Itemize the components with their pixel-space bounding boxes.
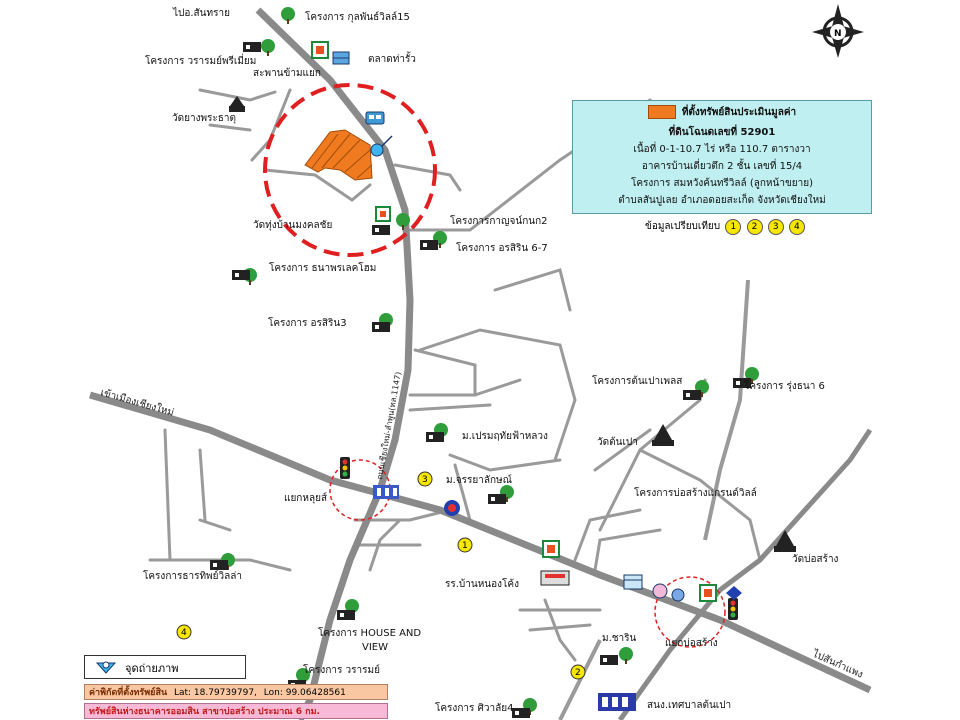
place-label: แยกหลุยส์ — [284, 493, 328, 504]
place-label: ม.เปรมฤทัยฟ้าหลวง — [462, 431, 548, 442]
place-label: โครงการธารทิพย์วิลล่า — [143, 571, 242, 582]
place-label: โครงการ รุ่งธนา 6 — [744, 381, 825, 392]
place-label: ม.ชาริน — [602, 633, 637, 644]
temple-icon — [652, 424, 674, 446]
coord-label: ค่าพิกัดที่ตั้งทรัพย์สิน — [89, 688, 168, 698]
camera-point-icon — [93, 657, 123, 677]
place-label: โครงการ อรสิริน 6-7 — [456, 243, 548, 254]
house-icon — [372, 322, 390, 332]
place-label: โครงการ HOUSE AND — [318, 628, 422, 639]
comparison-number[interactable]: 1 — [725, 219, 741, 235]
comparison-marker-label: 1 — [462, 541, 468, 551]
compass-north-label: N — [834, 29, 842, 39]
place-label: แยกบ่อสร้าง — [665, 638, 718, 649]
government-office-icon — [598, 693, 636, 711]
property-swatch-icon — [648, 105, 676, 119]
coordinates-bar — [84, 684, 388, 700]
comparison-label: ข้อมูลเปรียบเทียบ — [645, 221, 721, 232]
school-icon — [541, 571, 569, 585]
place-label: วัดต้นเปา — [597, 437, 638, 448]
house-icon — [600, 655, 618, 665]
convenience-store-icon — [700, 585, 716, 601]
legend-label: จุดถ่ายภาพ — [125, 662, 179, 675]
comparison-marker-label: 4 — [181, 628, 187, 638]
comparison-number[interactable]: 2 — [747, 219, 763, 235]
traffic-light-icon — [340, 457, 350, 479]
place-label: โครงการ วรารมย์พรีเมี่ยม — [145, 56, 257, 67]
comparison-marker-icon[interactable] — [418, 472, 432, 486]
place-label: ม.จรรยาลักษณ์ — [446, 475, 512, 486]
comparison-number[interactable]: 4 — [789, 219, 805, 235]
house-icon — [420, 240, 438, 250]
place-label: โครงการต้นเปาเพลส — [592, 376, 683, 387]
info-title-row — [573, 105, 871, 120]
photo-point-legend — [84, 655, 246, 679]
info-area: เนื้อที่ 0-1-10.7 ไร่ หรือ 110.7 ตารางวา — [633, 144, 811, 155]
house-icon — [488, 494, 506, 504]
property-parcel-icon[interactable] — [305, 130, 372, 180]
place-label: โครงการ ศิวาลัย4 — [435, 703, 514, 714]
place-label: ไปอ.สันทราย — [173, 8, 230, 19]
place-label: วัดบ่อสร้าง — [792, 554, 839, 565]
road-to-pao — [560, 640, 600, 720]
distance-bar — [84, 703, 388, 719]
road-label-chiangmai: เข้าเมืองเชียงใหม่ — [99, 387, 176, 419]
convenience-store-icon — [543, 541, 559, 557]
road-label-highway: ถนนเชียงใหม่-ลำพูน(ทล.1147) — [375, 371, 403, 481]
house-icon — [426, 432, 444, 442]
place-label: วัดยางพระธาตุ — [172, 113, 237, 124]
info-title: ที่ตั้งทรัพย์สินประเมินมูลค่า — [681, 107, 797, 118]
place-label: ตลาดท่ารั้ว — [368, 54, 416, 65]
place-label: วัดทุ่งบ้านมงคลชัย — [253, 220, 333, 231]
property-info-box — [572, 100, 872, 214]
place-label: สนง.เทศบาลต้นเปา — [647, 700, 732, 711]
info-location: ตำบลสันปูเลย อำเภอดอยสะเก็ด จังหวัดเชียงใหม่ — [618, 195, 826, 206]
northeast-road — [620, 430, 870, 720]
house-icon — [512, 708, 530, 718]
comparison-legend — [645, 219, 805, 235]
place-label: โครงการ กุลพันธ์วิลล์15 — [305, 12, 410, 23]
compass-icon — [812, 4, 864, 58]
bus-stop-icon — [366, 112, 384, 124]
place-label: รร.บ้านหนองโค้ง — [445, 579, 519, 590]
comparison-marker-icon[interactable] — [571, 665, 585, 679]
bank-icon — [373, 485, 399, 499]
coord-lon: Lon: 99.06428561 — [263, 688, 346, 698]
info-deed: ที่ดินโฉนดเลขที่ 52901 — [668, 127, 776, 138]
house-icon — [372, 225, 390, 235]
house-icon — [210, 560, 228, 570]
shop-icon — [624, 575, 642, 589]
info-project: โครงการ สมหวังค้นทรีวิลล์ (ลูกหน้าขยาย) — [630, 178, 814, 189]
coord-lat: Lat: 18.79739797, — [173, 688, 257, 698]
house-icon — [232, 270, 250, 280]
place-label: โครงการกาญจน์กนก2 — [450, 216, 548, 227]
comparison-number[interactable]: 3 — [768, 219, 784, 235]
convenience-store-icon — [376, 207, 390, 221]
market-icon — [333, 52, 349, 64]
place-label: สะพานข้ามแยก — [253, 68, 321, 79]
house-icon — [683, 390, 701, 400]
place-label: โครงการบ่อสร้างแกรนด์วิลล์ — [634, 488, 757, 499]
comparison-marker-icon[interactable] — [458, 538, 472, 552]
convenience-store-icon — [312, 42, 328, 58]
tree-icon — [281, 7, 295, 24]
info-building: อาคารบ้านเดี่ยวตึก 2 ชั้น เลขที่ 15/4 — [641, 161, 803, 172]
gas-station-icon — [444, 500, 460, 516]
comparison-marker-label: 2 — [575, 668, 581, 678]
comparison-marker-label: 3 — [422, 475, 428, 485]
distance-text: ทรัพย์สินห่างธนาคารออมสิน สาขาบ่อสร้าง ประมาณ 6 กม. — [89, 707, 320, 717]
road-label-sankamphaeng: ไปสันกำแพง — [810, 648, 865, 681]
traffic-light-icon — [728, 598, 738, 620]
tree-icon — [261, 39, 275, 56]
tree-icon — [619, 647, 633, 664]
comparison-marker-icon[interactable] — [177, 625, 191, 639]
house-icon — [337, 610, 355, 620]
place-label: โครงการ ธนาพรเลคโฮม — [269, 263, 377, 274]
place-label: VIEW — [362, 642, 388, 653]
place-label: โครงการ อรสิริน3 — [268, 318, 347, 329]
house-icon — [243, 42, 261, 52]
place-label: โครงการ วรารมย์ — [303, 665, 380, 676]
